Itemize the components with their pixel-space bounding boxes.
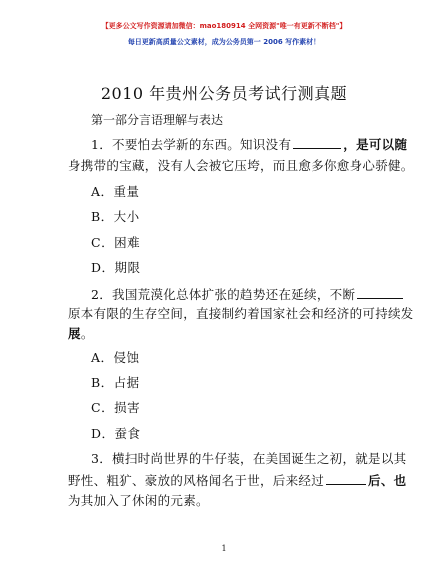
question-1-option-a[interactable]: A．重量	[91, 184, 140, 199]
question-2-option-d[interactable]: D．蚕食	[91, 426, 141, 441]
question-2-text-a: 2．我国荒漠化总体扩张的趋势还在延续，不断	[91, 287, 356, 302]
question-2-option-c[interactable]: C．损害	[91, 400, 141, 415]
question-2-line-3	[68, 326, 94, 342]
question-3-line-2	[68, 472, 406, 489]
question-1-line-2: 身携带的宝藏，没有人会被它压垮，而且愈多你愈身心骄健。	[68, 158, 414, 173]
page-title: 2010 年贵州公务员考试行测真题	[100, 84, 348, 103]
question-2-option-a[interactable]: A．侵蚀	[91, 350, 140, 365]
question-2-text-b: 展	[68, 326, 81, 341]
question-2-line-2: 原本有限的生存空间，直接制约着国家社会和经济的可持续发	[68, 306, 414, 321]
promo-banner-red: 【更多公文写作资源请加微信：mao180914 全网资源"唯一有更新不断档"】	[101, 22, 347, 30]
question-2-option-b[interactable]: B．占据	[91, 375, 140, 390]
section-heading: 第一部分言语理解与表达	[91, 113, 224, 127]
question-1-blank	[293, 136, 341, 149]
question-2-text-c: 。	[80, 326, 94, 341]
question-3-line-3: 为其加入了休闲的元素。	[68, 493, 209, 508]
page-number: 1	[221, 544, 227, 553]
question-1-text-b: ，是可以随	[343, 137, 408, 152]
question-3-text-a: 野性、粗犷、豪放的风格闻名于世，后来经过	[68, 473, 325, 488]
question-3-text-b: 后、也	[368, 473, 407, 488]
question-1-text-a: 1．不要怕去学新的东西。知识没有	[91, 137, 292, 152]
question-3-line-1: 3．横扫时尚世界的牛仔装，在美国诞生之初，就是以其	[91, 451, 407, 466]
question-1-option-c[interactable]: C．困难	[91, 235, 141, 250]
promo-banner-blue: 每日更新高质量公文素材，成为公务员第一 2006 写作素材！	[127, 38, 321, 46]
question-2-blank	[357, 286, 403, 299]
question-3-blank	[326, 472, 366, 485]
question-1-line-1	[91, 136, 407, 153]
question-1-option-d[interactable]: D．期限	[91, 260, 141, 275]
question-1-option-b[interactable]: B．大小	[91, 209, 140, 224]
question-2-line-1	[91, 286, 405, 303]
